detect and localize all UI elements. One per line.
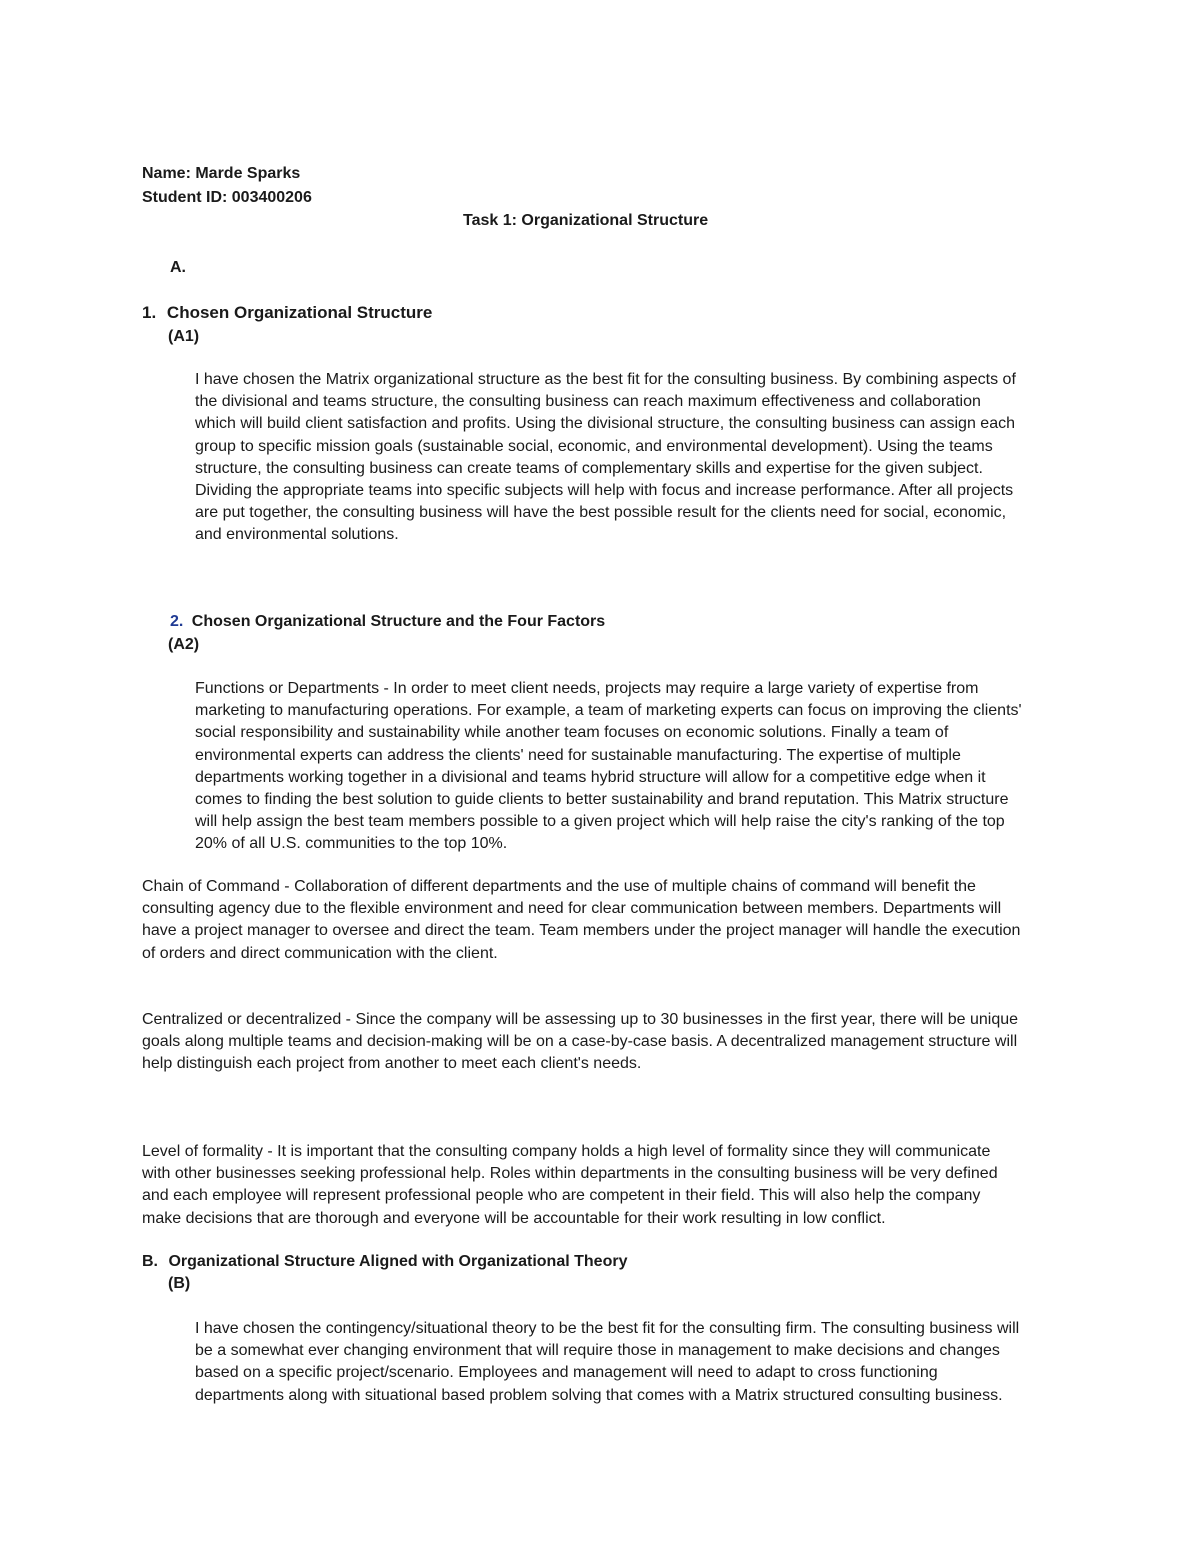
paragraph-line: goals along multiple teams and decision-making will be on a case-by-case basis. A decentralized management structure will <box>142 1033 1018 1051</box>
section-b-title: Organizational Structure Aligned with Organizational Theory <box>168 1253 628 1270</box>
paragraph-line: Level of formality - It is important that the consulting company holds a high level of formality since they will communicate <box>142 1143 991 1160</box>
paragraph-line: 20% of all U.S. communities to the top 10%. <box>195 835 508 853</box>
student-id: Student ID: 003400206 <box>142 189 312 206</box>
paragraph-line: have a project manager to oversee and direct the team. Team members under the project manager will handle the execution <box>142 922 1021 940</box>
chain-of-command-paragraph <box>142 876 1020 965</box>
paragraph-line: which will build client satisfaction and profits. Using the divisional structure, the consulting business can assign each <box>195 415 1015 433</box>
paragraph-line: departments working together in a divisional and teams hybrid structure will allow for a competitive edge when it <box>195 768 986 786</box>
paragraph-line: the divisional and teams structure, the consulting business can reach maximum effectiveness and collaboration <box>195 393 981 411</box>
paragraph-line: Dividing the appropriate teams into specific subjects will help with focus and increase performance. After all projects <box>195 482 1014 500</box>
paragraph-line: I have chosen the Matrix organizational structure as the best fit for the consulting business. By combining aspects of <box>195 371 1016 388</box>
section-2-number: 2. <box>170 613 184 630</box>
centralized-paragraph <box>142 1009 1018 1076</box>
section-2-title: Chosen Organizational Structure and the Four Factors <box>191 613 606 630</box>
paragraph-line: are put together, the consulting business will have the best possible result for the clients need for social, economic, <box>195 504 1007 522</box>
paragraph-line: based on a specific project/scenario. Employees and management will need to adapt to cross functioning <box>195 1364 938 1382</box>
section-1-title: Chosen Organizational Structure <box>166 303 433 322</box>
paragraph-line: and environmental solutions. <box>195 526 399 544</box>
paragraph-line: Centralized or decentralized - Since the company will be assessing up to 30 businesses in the first year, there will be unique <box>142 1011 1019 1028</box>
section-a-label: A. <box>170 259 186 276</box>
section-1-paragraph <box>195 369 1016 547</box>
paragraph-line: structure, the consulting business can create teams of complementary skills and expertise for the given subject. <box>195 459 983 477</box>
student-name: Name: Marde Sparks <box>142 165 301 182</box>
functions-paragraph <box>195 678 1022 856</box>
paragraph-line: make decisions that are thorough and everyone will be accountable for their work resulting in low conflict. <box>142 1209 886 1227</box>
section-2-code: (A2) <box>168 636 200 653</box>
paragraph-line: comes to finding the best solution to guide clients to better sustainability and brand reputation. This Matrix structure <box>195 791 1009 809</box>
paragraph-line: Chain of Command - Collaboration of different departments and the use of multiple chains of command will benefit the <box>142 878 976 895</box>
paragraph-line: group to specific mission goals (sustainable social, economic, and environmental development). Using the teams <box>195 437 993 455</box>
document-title: Task 1: Organizational Structure <box>463 212 709 229</box>
section-1-code: (A1) <box>168 328 200 345</box>
paragraph-line: of orders and direct communication with the client. <box>142 944 498 962</box>
paragraph-line: will help assign the best team members possible to a given project which will help raise the city's ranking of the top <box>195 813 1005 831</box>
paragraph-line: consulting agency due to the flexible environment and need for clear communication between members. Departments will <box>142 900 1002 918</box>
section-2-heading <box>170 611 605 633</box>
section-b-heading <box>142 1251 627 1273</box>
section-b-label: B. <box>142 1253 158 1270</box>
paragraph-line: with other businesses seeking professional help. Roles within departments in the consulting business will be very defined <box>142 1165 998 1183</box>
paragraph-line: marketing to manufacturing operations. For example, a team of marketing experts can focus on improving the clients' <box>195 702 1022 720</box>
paragraph-line: Functions or Departments - In order to meet client needs, projects may require a large variety of expertise from <box>195 680 979 697</box>
paragraph-line: departments along with situational based problem solving that comes with a Matrix structured consulting business. <box>195 1386 1003 1404</box>
paragraph-line: social responsibility and sustainability while another team focuses on economic solutions. Finally a team of <box>195 724 949 742</box>
formality-paragraph <box>142 1141 998 1230</box>
paragraph-line: and each employee will represent professional people who are competent in their field. This will also help the company <box>142 1187 981 1205</box>
section-b-paragraph <box>195 1318 1019 1407</box>
paragraph-line: help distinguish each project from another to meet each client's needs. <box>142 1055 642 1073</box>
paragraph-line: be a somewhat ever changing environment that will require those in management to make decisions and changes <box>195 1342 1000 1360</box>
section-1-number: 1. <box>142 303 157 322</box>
paragraph-line: environmental experts can address the clients' need for sustainable manufacturing. The expertise of multiple <box>195 746 961 764</box>
paragraph-line: I have chosen the contingency/situational theory to be the best fit for the consulting firm. The consulting business will <box>195 1320 1020 1337</box>
section-1-heading <box>142 302 432 324</box>
section-b-code: (B) <box>168 1275 191 1292</box>
